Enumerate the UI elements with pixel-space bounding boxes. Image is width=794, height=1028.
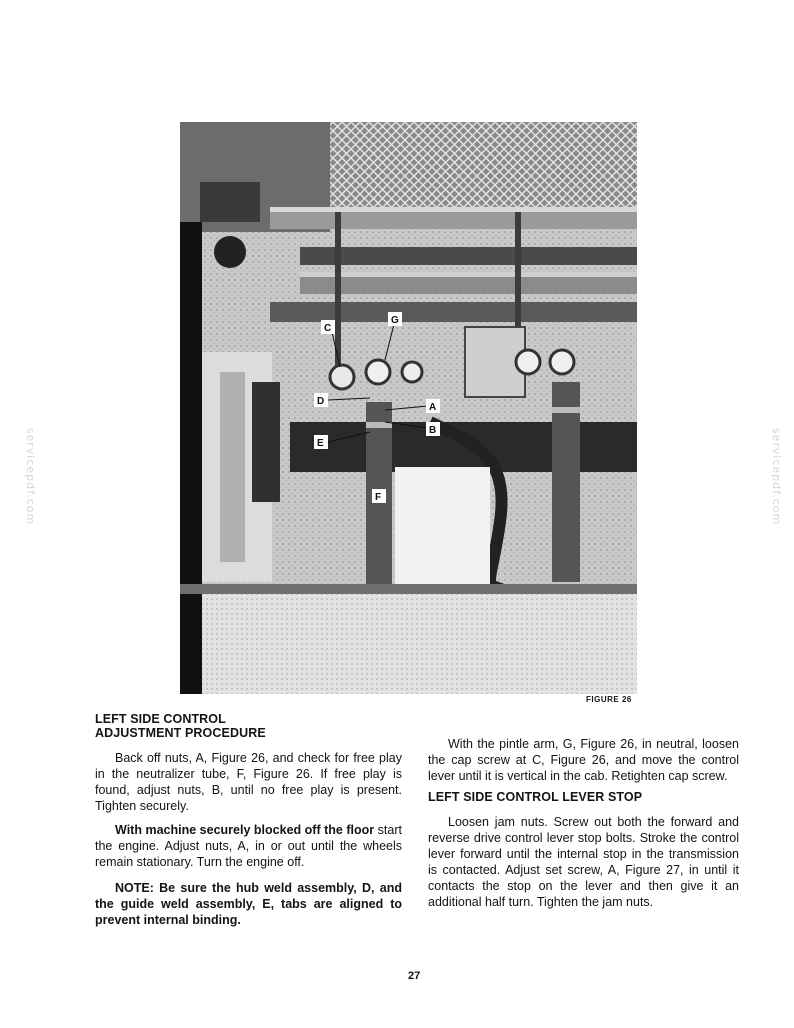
watermark-right: servicepdf.com — [770, 427, 784, 526]
left-column — [95, 712, 402, 928]
note-paragraph: NOTE: Be sure the hub weld assembly, D, and the guide weld assembly, E, tabs are aligned to prevent internal binding. — [95, 881, 402, 927]
bold-lead-text: With machine securely blocked off the floor — [115, 823, 375, 837]
callout-f: F — [375, 492, 382, 503]
heading-line-1: LEFT SIDE CONTROL — [95, 712, 226, 726]
heading-line-2: ADJUSTMENT PROCEDURE — [95, 726, 266, 740]
callout-d: D — [317, 396, 325, 407]
watermark-left: servicepdf.com — [24, 427, 38, 526]
page-number: 27 — [408, 970, 421, 982]
callout-a: A — [429, 402, 437, 413]
paragraph-pintle-arm: With the pintle arm, G, Figure 26, in neutral, loosen the cap screw at C, Figure 26, and move the control lever until it is vertical in the cab. Retighten cap screw. — [428, 737, 739, 783]
paragraph-engine-start — [95, 822, 402, 870]
callout-e: E — [317, 438, 324, 449]
figure-caption: FIGURE 26 — [586, 695, 632, 704]
heading-lever-stop: LEFT SIDE CONTROL LEVER STOP — [428, 790, 643, 804]
paragraph-lever-stop: Loosen jam nuts. Screw out both the forward and reverse drive control lever stop bolts. Stroke the control lever forward until the internal stop in the transmission is contacted. Adjust set screw, A, Figure 27, in until it contacts the stop on the lever and then give it an additional half turn. Tighten the jam nuts. — [428, 815, 739, 909]
paragraph-rest-text: start the engine. Adjust nuts, A, in or out until the wheels remain stationary. Turn the engine off. — [95, 823, 402, 869]
callout-c: C — [324, 323, 332, 334]
right-column — [428, 736, 739, 910]
figure-26-photo — [180, 122, 637, 694]
callout-b: B — [429, 425, 437, 436]
callout-g: G — [391, 315, 399, 326]
paragraph-free-play: Back off nuts, A, Figure 26, and check for free play in the neutralizer tube, F, Figure 26. If free play is found, adjust nuts, B, until no free play is present. Tighten securely. — [95, 751, 402, 813]
